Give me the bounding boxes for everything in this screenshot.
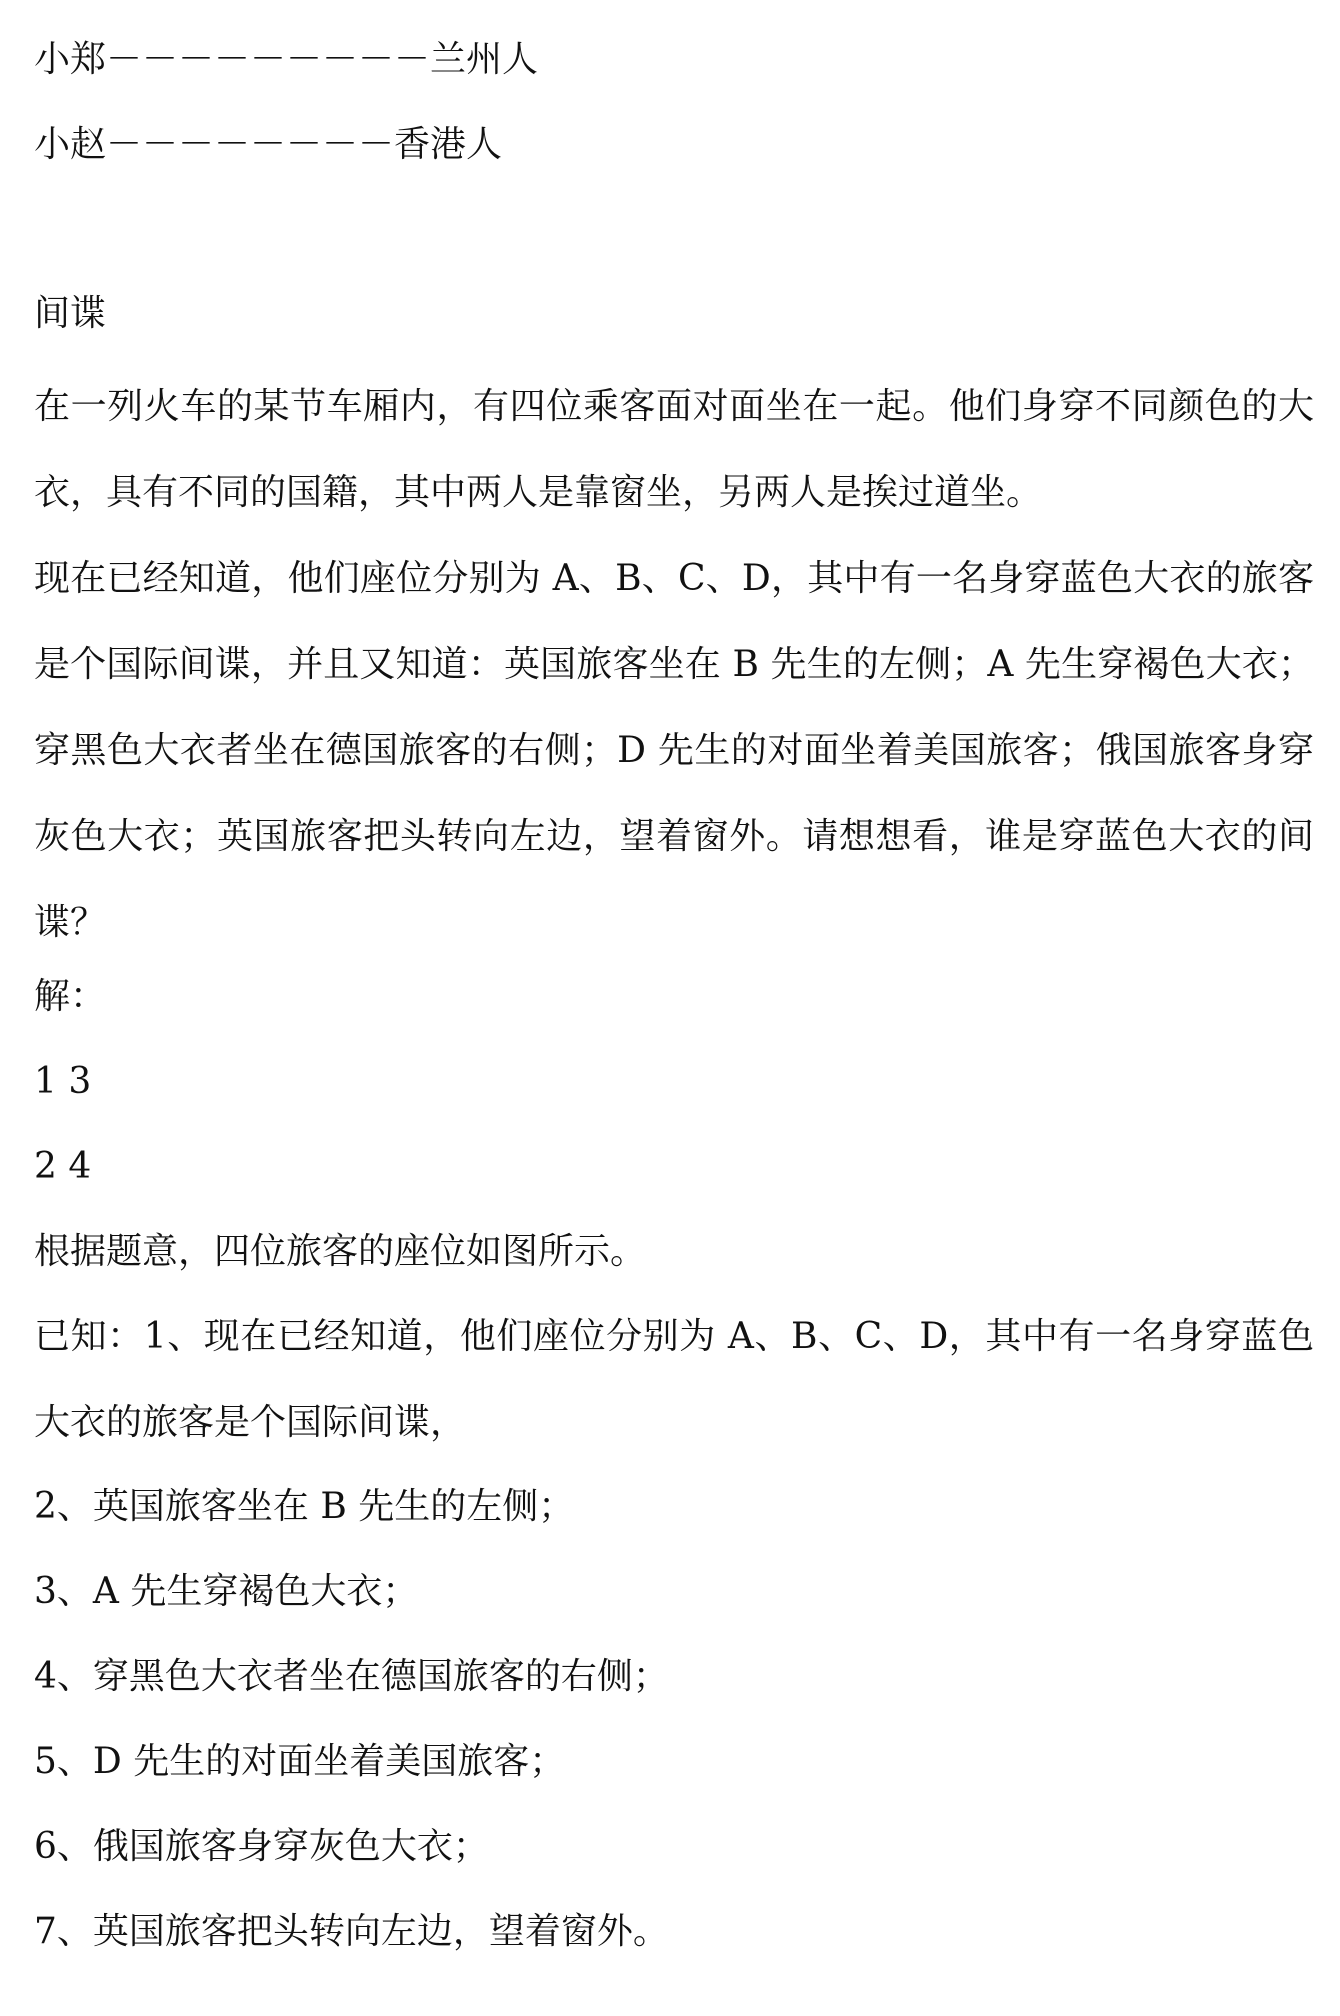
known-item-3: 3、A 先生穿褐色大衣；: [34, 1571, 419, 1612]
known-item-5: 5、D 先生的对面坐着美国旅客；: [34, 1741, 566, 1782]
problem-paragraph-2: 现在已经知道，他们座位分别为 A、B、C、D，其中有一名身穿蓝色大衣的旅客是个国际间谍，并且又知道：英国旅客坐在 B 先生的左侧；A 先生穿褐色大衣；穿黑色大衣者坐在德国旅客的右侧；D 先生的对面坐着美国旅客；俄国旅客身穿灰色大衣；英国旅客把头转向左边，望着窗外。请想想看，谁是穿蓝色大衣的间谍？: [34, 558, 1314, 943]
seat-note: 根据题意，四位旅客的座位如图所示。: [34, 1231, 647, 1272]
list-item-xiaozheng: 小郑－－－－－－－－－兰州人: [34, 39, 539, 80]
known-item-6: 6、俄国旅客身穿灰色大衣；: [34, 1826, 489, 1867]
list-item-xiaozhao: 小赵－－－－－－－－香港人: [34, 124, 503, 165]
section-heading: 间谍: [34, 293, 107, 334]
seat-row-1: 1 3: [34, 1061, 92, 1102]
known-item-4: 4、穿黑色大衣者坐在德国旅客的右侧；: [34, 1656, 669, 1697]
seat-row-2: 2 4: [34, 1146, 92, 1187]
known-intro: 已知：1、现在已经知道，他们座位分别为 A、B、C、D，其中有一名身穿蓝色大衣的旅客是个国际间谍，: [34, 1316, 1314, 1443]
problem-paragraph-1: 在一列火车的某节车厢内，有四位乘客面对面坐在一起。他们身穿不同颜色的大衣，具有不同的国籍，其中两人是靠窗坐，另两人是挨过道坐。: [34, 386, 1314, 513]
known-item-2: 2、英国旅客坐在 B 先生的左侧；: [34, 1486, 575, 1527]
known-item-7: 7、英国旅客把头转向左边，望着窗外。: [34, 1911, 669, 1952]
solution-label: 解：: [34, 976, 107, 1017]
